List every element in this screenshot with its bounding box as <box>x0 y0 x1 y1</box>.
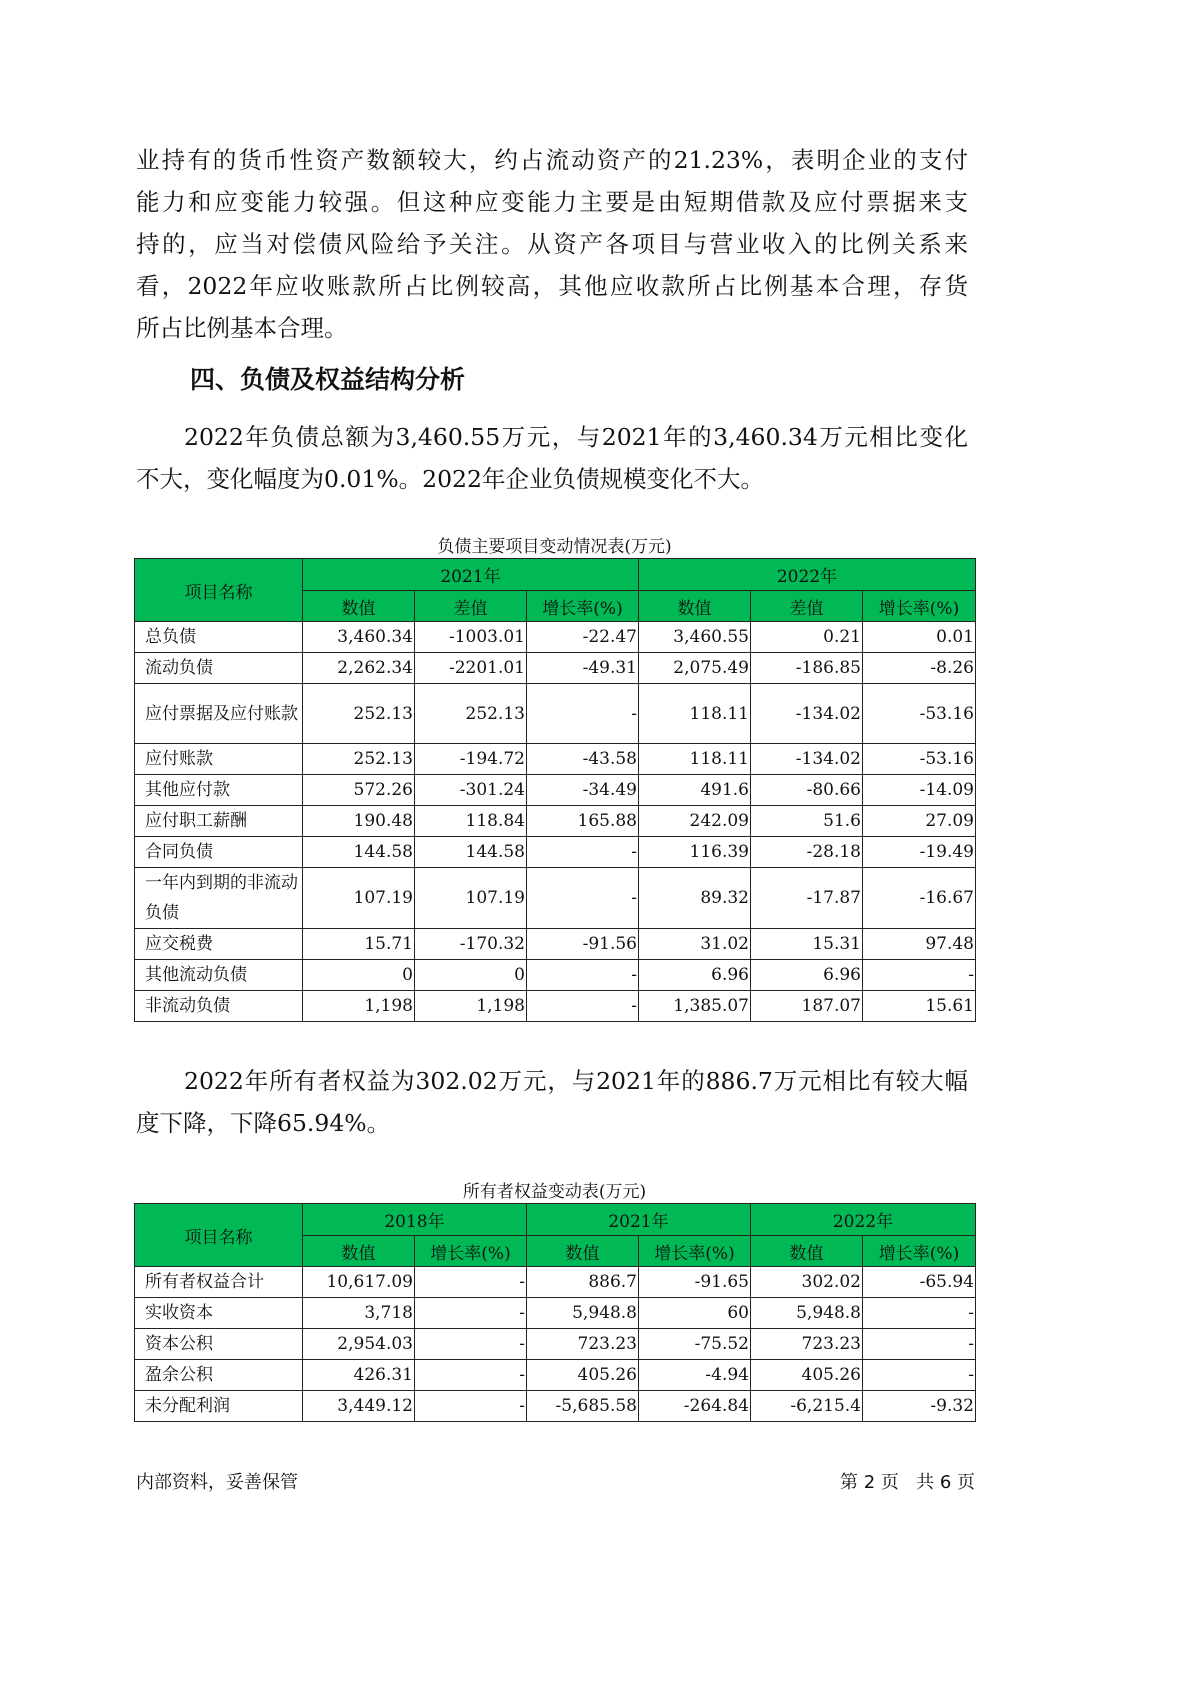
text-line: 看，2022年应收账款所占比例较高，其他应收款所占比例基本合理，存货 <box>136 272 968 300</box>
cell-value: 107.19 <box>303 868 415 929</box>
cell-value: -19.49 <box>863 837 976 868</box>
cell-value: - <box>415 1329 527 1360</box>
cell-value: 165.88 <box>527 806 639 837</box>
cell-value: -91.56 <box>527 929 639 960</box>
table-row <box>135 806 976 837</box>
row-name: 未分配利润 <box>135 1391 303 1422</box>
header-column: 增长率(%) <box>527 591 639 622</box>
header-year: 2018年 <box>303 1204 527 1236</box>
cell-value: 2,262.34 <box>303 653 415 684</box>
row-name: 盈余公积 <box>135 1360 303 1391</box>
cell-value: 252.13 <box>303 684 415 744</box>
cell-value: 0.21 <box>751 622 863 653</box>
cell-value: 405.26 <box>527 1360 639 1391</box>
cell-value: 107.19 <box>415 868 527 929</box>
cell-value: 572.26 <box>303 775 415 806</box>
cell-value: 3,460.34 <box>303 622 415 653</box>
row-name: 所有者权益合计 <box>135 1267 303 1298</box>
header-item-name: 项目名称 <box>135 559 303 622</box>
cell-value: 10,617.09 <box>303 1267 415 1298</box>
cell-value: - <box>527 684 639 744</box>
footer-page-number: 第 2 页 共 6 页 <box>840 1472 975 1493</box>
cell-value: -2201.01 <box>415 653 527 684</box>
header-column: 数值 <box>303 591 415 622</box>
cell-value: 6.96 <box>639 960 751 991</box>
cell-value: 3,460.55 <box>639 622 751 653</box>
cell-value: -91.65 <box>639 1267 751 1298</box>
table-row <box>135 653 976 684</box>
table-row <box>135 744 976 775</box>
cell-value: 190.48 <box>303 806 415 837</box>
cell-value: 2,954.03 <box>303 1329 415 1360</box>
cell-value: 118.11 <box>639 744 751 775</box>
cell-value: 3,718 <box>303 1298 415 1329</box>
cell-value: - <box>863 1298 976 1329</box>
row-name: 应交税费 <box>135 929 303 960</box>
cell-value: 0.01 <box>863 622 976 653</box>
cell-value: 723.23 <box>751 1329 863 1360</box>
cell-value: - <box>527 960 639 991</box>
cell-value: -8.26 <box>863 653 976 684</box>
table-row <box>135 1329 976 1360</box>
header-column: 数值 <box>303 1236 415 1267</box>
header-column: 增长率(%) <box>863 1236 976 1267</box>
table-row <box>135 991 976 1022</box>
cell-value: 1,198 <box>415 991 527 1022</box>
cell-value: 302.02 <box>751 1267 863 1298</box>
cell-value: -53.16 <box>863 744 976 775</box>
cell-value: - <box>863 1360 976 1391</box>
cell-value: -4.94 <box>639 1360 751 1391</box>
table-row <box>135 868 976 929</box>
table-row <box>135 775 976 806</box>
cell-value: 15.71 <box>303 929 415 960</box>
cell-value: - <box>415 1298 527 1329</box>
row-name: 资本公积 <box>135 1329 303 1360</box>
cell-value: 6.96 <box>751 960 863 991</box>
cell-value: 97.48 <box>863 929 976 960</box>
text-line: 2022年所有者权益为302.02万元，与2021年的886.7万元相比有较大幅 <box>184 1067 968 1095</box>
cell-value: 252.13 <box>415 684 527 744</box>
row-name: 非流动负债 <box>135 991 303 1022</box>
header-column: 数值 <box>751 1236 863 1267</box>
table-row <box>135 1391 976 1422</box>
cell-value: -6,215.4 <box>751 1391 863 1422</box>
header-column: 数值 <box>527 1236 639 1267</box>
equity-table <box>134 1203 976 1422</box>
table-row <box>135 929 976 960</box>
cell-value: -134.02 <box>751 744 863 775</box>
row-name: 应付账款 <box>135 744 303 775</box>
cell-value: 491.6 <box>639 775 751 806</box>
cell-value: -9.32 <box>863 1391 976 1422</box>
cell-value: 118.11 <box>639 684 751 744</box>
cell-value: -53.16 <box>863 684 976 744</box>
cell-value: -1003.01 <box>415 622 527 653</box>
header-column: 增长率(%) <box>863 591 976 622</box>
cell-value: 144.58 <box>415 837 527 868</box>
header-year: 2022年 <box>751 1204 976 1236</box>
cell-value: -49.31 <box>527 653 639 684</box>
cell-value: -28.18 <box>751 837 863 868</box>
header-column: 差值 <box>415 591 527 622</box>
cell-value: 187.07 <box>751 991 863 1022</box>
row-name: 流动负债 <box>135 653 303 684</box>
cell-value: 89.32 <box>639 868 751 929</box>
cell-value: - <box>527 868 639 929</box>
cell-value: 27.09 <box>863 806 976 837</box>
row-name: 总负债 <box>135 622 303 653</box>
cell-value: - <box>527 837 639 868</box>
table-row <box>135 960 976 991</box>
text-line: 度下降，下降65.94%。 <box>136 1109 391 1137</box>
row-name: 应付票据及应付账款 <box>135 684 303 744</box>
cell-value: 886.7 <box>527 1267 639 1298</box>
text-line: 所占比例基本合理。 <box>136 314 348 342</box>
cell-value: 31.02 <box>639 929 751 960</box>
row-name: 一年内到期的非流动负债 <box>135 868 303 929</box>
cell-value: - <box>415 1360 527 1391</box>
cell-value: -43.58 <box>527 744 639 775</box>
header-column: 增长率(%) <box>639 1236 751 1267</box>
row-name: 其他应付款 <box>135 775 303 806</box>
cell-value: 15.31 <box>751 929 863 960</box>
cell-value: -80.66 <box>751 775 863 806</box>
text-line: 业持有的货币性资产数额较大，约占流动资产的21.23%，表明企业的支付 <box>136 146 968 174</box>
cell-value: - <box>527 991 639 1022</box>
cell-value: 0 <box>303 960 415 991</box>
header-item-name: 项目名称 <box>135 1204 303 1267</box>
header-column: 差值 <box>751 591 863 622</box>
text-line: 2022年负债总额为3,460.55万元，与2021年的3,460.34万元相比变化 <box>184 423 968 451</box>
cell-value: -17.87 <box>751 868 863 929</box>
text-line: 持的，应当对偿债风险给予关注。从资产各项目与营业收入的比例关系来 <box>136 230 968 258</box>
cell-value: -264.84 <box>639 1391 751 1422</box>
cell-value: -170.32 <box>415 929 527 960</box>
cell-value: -194.72 <box>415 744 527 775</box>
cell-value: 118.84 <box>415 806 527 837</box>
table-row <box>135 1267 976 1298</box>
cell-value: -5,685.58 <box>527 1391 639 1422</box>
cell-value: - <box>863 1329 976 1360</box>
row-name: 合同负债 <box>135 837 303 868</box>
cell-value: -134.02 <box>751 684 863 744</box>
table-row <box>135 837 976 868</box>
cell-value: -186.85 <box>751 653 863 684</box>
cell-value: -16.67 <box>863 868 976 929</box>
cell-value: -301.24 <box>415 775 527 806</box>
cell-value: 0 <box>415 960 527 991</box>
cell-value: 144.58 <box>303 837 415 868</box>
header-year: 2022年 <box>639 559 976 591</box>
cell-value: - <box>415 1391 527 1422</box>
cell-value: 1,385.07 <box>639 991 751 1022</box>
footer-confidential: 内部资料，妥善保管 <box>136 1472 298 1493</box>
cell-value: -65.94 <box>863 1267 976 1298</box>
cell-value: - <box>863 960 976 991</box>
row-name: 其他流动负债 <box>135 960 303 991</box>
header-column: 增长率(%) <box>415 1236 527 1267</box>
cell-value: 5,948.8 <box>527 1298 639 1329</box>
table-row <box>135 1298 976 1329</box>
cell-value: 51.6 <box>751 806 863 837</box>
cell-value: 5,948.8 <box>751 1298 863 1329</box>
cell-value: 2,075.49 <box>639 653 751 684</box>
row-name: 实收资本 <box>135 1298 303 1329</box>
row-name: 应付职工薪酬 <box>135 806 303 837</box>
cell-value: 252.13 <box>303 744 415 775</box>
cell-value: 116.39 <box>639 837 751 868</box>
table-row <box>135 684 976 744</box>
cell-value: 405.26 <box>751 1360 863 1391</box>
cell-value: - <box>415 1267 527 1298</box>
cell-value: -75.52 <box>639 1329 751 1360</box>
table-row <box>135 1360 976 1391</box>
cell-value: -34.49 <box>527 775 639 806</box>
cell-value: -14.09 <box>863 775 976 806</box>
text-line: 不大，变化幅度为0.01%。2022年企业负债规模变化不大。 <box>136 465 764 493</box>
cell-value: 60 <box>639 1298 751 1329</box>
table1-caption: 负债主要项目变动情况表(万元) <box>437 537 672 557</box>
cell-value: 3,449.12 <box>303 1391 415 1422</box>
cell-value: -22.47 <box>527 622 639 653</box>
cell-value: 723.23 <box>527 1329 639 1360</box>
header-year: 2021年 <box>303 559 639 591</box>
cell-value: 1,198 <box>303 991 415 1022</box>
cell-value: 426.31 <box>303 1360 415 1391</box>
section-heading: 四、负债及权益结构分析 <box>190 365 466 394</box>
liability-table <box>134 558 976 1022</box>
text-line: 能力和应变能力较强。但这种应变能力主要是由短期借款及应付票据来支 <box>136 188 968 216</box>
table2-caption: 所有者权益变动表(万元) <box>462 1182 647 1202</box>
header-year: 2021年 <box>527 1204 751 1236</box>
table-row <box>135 622 976 653</box>
cell-value: 242.09 <box>639 806 751 837</box>
header-column: 数值 <box>639 591 751 622</box>
cell-value: 15.61 <box>863 991 976 1022</box>
